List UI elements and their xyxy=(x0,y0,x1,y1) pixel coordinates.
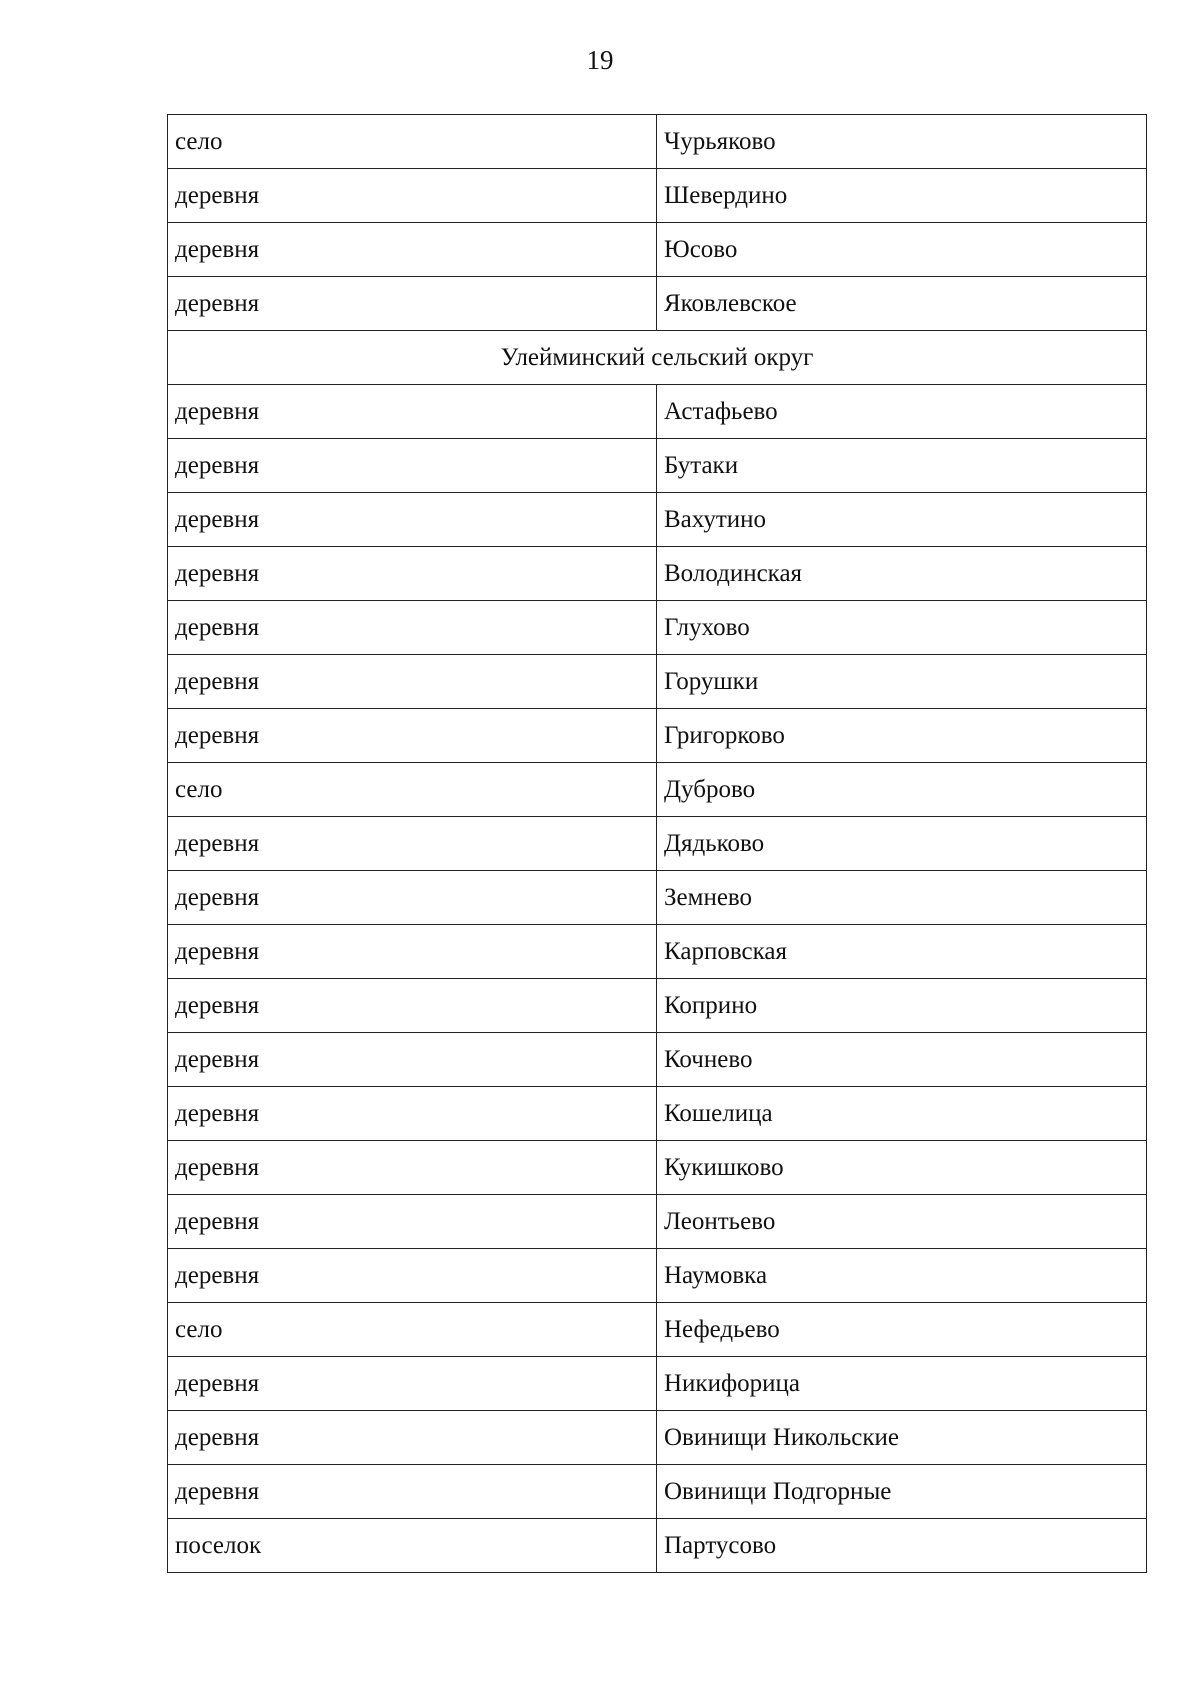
settlement-name-cell: Овинищи Подгорные xyxy=(657,1465,1147,1519)
settlements-table xyxy=(167,114,1147,1573)
settlement-name-cell: Никифорица xyxy=(657,1357,1147,1411)
settlement-name-cell: Кошелица xyxy=(657,1087,1147,1141)
settlement-name-cell: Леонтьево xyxy=(657,1195,1147,1249)
settlement-type-cell: деревня xyxy=(168,817,657,871)
settlement-type-cell: деревня xyxy=(168,547,657,601)
table-row xyxy=(168,655,1147,709)
table-row xyxy=(168,385,1147,439)
settlement-name-cell: Яковлевское xyxy=(657,277,1147,331)
table-row xyxy=(168,493,1147,547)
settlement-type-cell: деревня xyxy=(168,223,657,277)
settlement-name-cell: Чурьяково xyxy=(657,115,1147,169)
settlement-name-cell: Партусово xyxy=(657,1519,1147,1573)
settlement-name-cell: Нефедьево xyxy=(657,1303,1147,1357)
settlement-type-cell: деревня xyxy=(168,979,657,1033)
settlement-name-cell: Дядьково xyxy=(657,817,1147,871)
table-row xyxy=(168,871,1147,925)
settlement-name-cell: Кукишково xyxy=(657,1141,1147,1195)
settlement-name-cell: Володинская xyxy=(657,547,1147,601)
table-row xyxy=(168,547,1147,601)
settlement-type-cell: поселок xyxy=(168,1519,657,1573)
settlement-type-cell: село xyxy=(168,115,657,169)
settlement-name-cell: Коприно xyxy=(657,979,1147,1033)
section-header-row xyxy=(168,331,1147,385)
settlement-name-cell: Юсово xyxy=(657,223,1147,277)
settlement-type-cell: деревня xyxy=(168,169,657,223)
settlement-name-cell: Овинищи Никольские xyxy=(657,1411,1147,1465)
settlement-name-cell: Григорково xyxy=(657,709,1147,763)
settlement-type-cell: деревня xyxy=(168,277,657,331)
settlement-name-cell: Горушки xyxy=(657,655,1147,709)
table-row xyxy=(168,1357,1147,1411)
table-row xyxy=(168,115,1147,169)
settlements-table-body xyxy=(168,115,1147,1573)
settlement-name-cell: Бутаки xyxy=(657,439,1147,493)
table-row xyxy=(168,763,1147,817)
settlement-type-cell: деревня xyxy=(168,493,657,547)
table-row xyxy=(168,1519,1147,1573)
table-row xyxy=(168,979,1147,1033)
page-number: 19 xyxy=(586,45,614,75)
table-row xyxy=(168,439,1147,493)
table-row xyxy=(168,925,1147,979)
table-row xyxy=(168,277,1147,331)
section-title: Улейминский сельский округ xyxy=(168,331,1147,385)
settlement-type-cell: село xyxy=(168,763,657,817)
settlement-type-cell: деревня xyxy=(168,1195,657,1249)
settlement-name-cell: Карповская xyxy=(657,925,1147,979)
table-row xyxy=(168,817,1147,871)
table-row xyxy=(168,1303,1147,1357)
settlement-name-cell: Наумовка xyxy=(657,1249,1147,1303)
settlement-type-cell: деревня xyxy=(168,709,657,763)
table-row xyxy=(168,1141,1147,1195)
settlement-type-cell: деревня xyxy=(168,925,657,979)
table-row xyxy=(168,223,1147,277)
settlement-name-cell: Дуброво xyxy=(657,763,1147,817)
settlement-type-cell: деревня xyxy=(168,601,657,655)
table-row xyxy=(168,601,1147,655)
settlement-type-cell: деревня xyxy=(168,1141,657,1195)
settlement-type-cell: деревня xyxy=(168,1465,657,1519)
settlement-name-cell: Шевердино xyxy=(657,169,1147,223)
settlement-type-cell: деревня xyxy=(168,1249,657,1303)
settlement-type-cell: деревня xyxy=(168,1033,657,1087)
settlement-name-cell: Вахутино xyxy=(657,493,1147,547)
table-row xyxy=(168,709,1147,763)
settlement-name-cell: Земнево xyxy=(657,871,1147,925)
table-row xyxy=(168,1411,1147,1465)
table-row xyxy=(168,1195,1147,1249)
settlement-type-cell: деревня xyxy=(168,1411,657,1465)
settlement-name-cell: Глухово xyxy=(657,601,1147,655)
table-row xyxy=(168,169,1147,223)
table-row xyxy=(168,1087,1147,1141)
settlement-type-cell: деревня xyxy=(168,1087,657,1141)
settlement-type-cell: деревня xyxy=(168,385,657,439)
table-row xyxy=(168,1249,1147,1303)
settlement-type-cell: деревня xyxy=(168,1357,657,1411)
settlement-type-cell: село xyxy=(168,1303,657,1357)
table-row xyxy=(168,1465,1147,1519)
settlement-type-cell: деревня xyxy=(168,655,657,709)
settlement-type-cell: деревня xyxy=(168,871,657,925)
table-row xyxy=(168,1033,1147,1087)
settlement-type-cell: деревня xyxy=(168,439,657,493)
settlement-name-cell: Кочнево xyxy=(657,1033,1147,1087)
settlement-name-cell: Астафьево xyxy=(657,385,1147,439)
